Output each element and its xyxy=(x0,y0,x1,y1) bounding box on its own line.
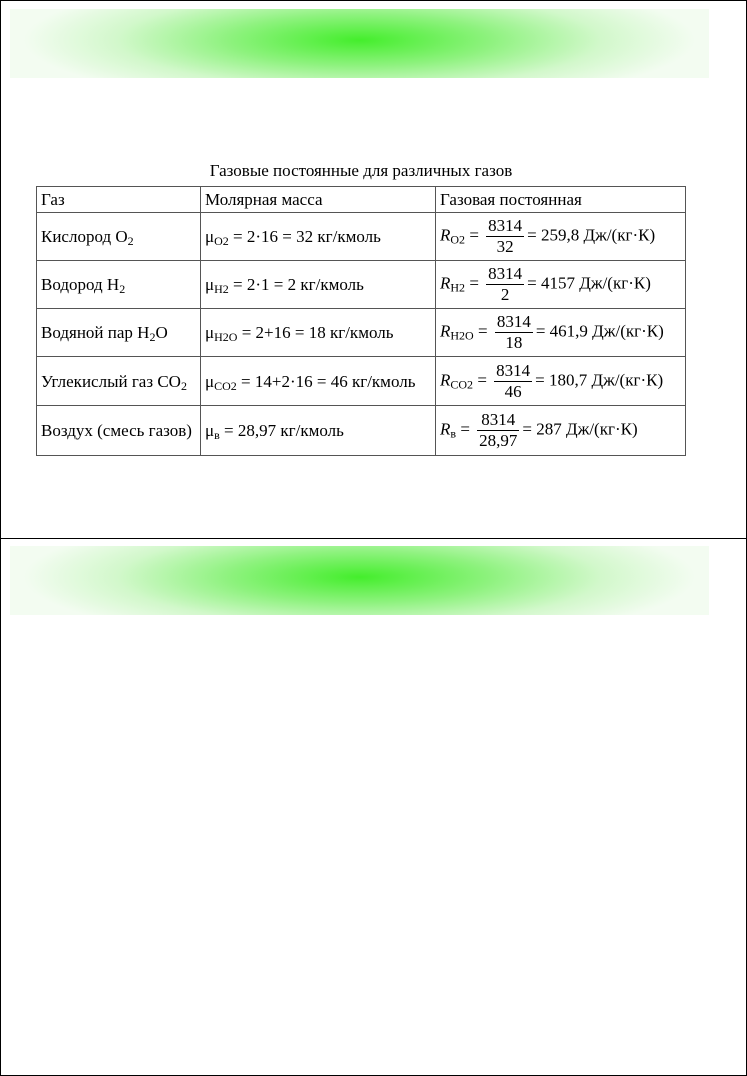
table-header-row xyxy=(37,187,686,213)
cell-gas-constant: $R_{CO2}$ = $\frac{8314}{46}$ = 180,7 Дж/(кг·К) xyxy=(436,357,686,406)
fraction: $\frac{8314}{2}$ xyxy=(488,264,523,304)
cell-gas: Кислород $O_2$ xyxy=(37,213,201,261)
cell-molar-mass: $\mu_{CO2} = 14+2\cdot 16 = 46$ кг/кмоль xyxy=(201,357,436,406)
cell-gas: Водород $H_2$ xyxy=(37,261,201,309)
fraction: $\frac{8314}{32}$ xyxy=(488,216,523,256)
cell-molar-mass: $\mu_{H2} = 2\cdot 1 = 2$ кг/кмоль xyxy=(201,261,436,309)
fraction: $\frac{8314}{28,97}$ xyxy=(479,410,518,450)
header-gas-constant: Газовая постоянная xyxy=(436,187,686,213)
cell-molar-mass: $\mu_в = 28,97$ кг/кмоль xyxy=(201,406,436,456)
table-row xyxy=(37,406,686,456)
cell-gas: Воздух (смесь газов) xyxy=(37,406,201,456)
cell-molar-mass: $\mu_{H2O} = 2+16 = 18$ кг/кмоль xyxy=(201,309,436,357)
table-row xyxy=(37,357,686,406)
slide-2 xyxy=(0,538,747,1076)
cell-gas-constant: $R_{H2}$ = $\frac{8314}{2}$ = 4157 Дж/(кг·К) xyxy=(436,261,686,309)
cell-gas: Углекислый газ $CO_2$ xyxy=(37,357,201,406)
table-row xyxy=(37,309,686,357)
header-molar-mass: Молярная масса xyxy=(201,187,436,213)
cell-gas: Водяной пар $H_2O$ xyxy=(37,309,201,357)
slide-header-band xyxy=(10,546,709,615)
cell-gas-constant: $R_{O2}$ = $\frac{8314}{32}$ = 259,8 Дж/(кг·К) xyxy=(436,213,686,261)
cell-gas-constant: $R_в$ = $\frac{8314}{28,97}$ = 287 Дж/(кг·К) xyxy=(436,406,686,456)
gas-constants-table xyxy=(36,186,686,456)
header-gas: Газ xyxy=(37,187,201,213)
cell-gas-constant: $R_{H2O}$ = $\frac{8314}{18}$ = 461,9 Дж/(кг·К) xyxy=(436,309,686,357)
fraction: $\frac{8314}{46}$ xyxy=(496,360,531,401)
slide-header-band xyxy=(10,9,709,78)
table-caption: Газовые постоянные для различных газов xyxy=(209,161,513,180)
table-row xyxy=(37,261,686,309)
fraction: $\frac{8314}{18}$ xyxy=(496,312,531,352)
cell-molar-mass: $\mu_{O2} = 2\cdot 16 = 32$ кг/кмоль xyxy=(201,213,436,261)
table-row xyxy=(37,213,686,261)
